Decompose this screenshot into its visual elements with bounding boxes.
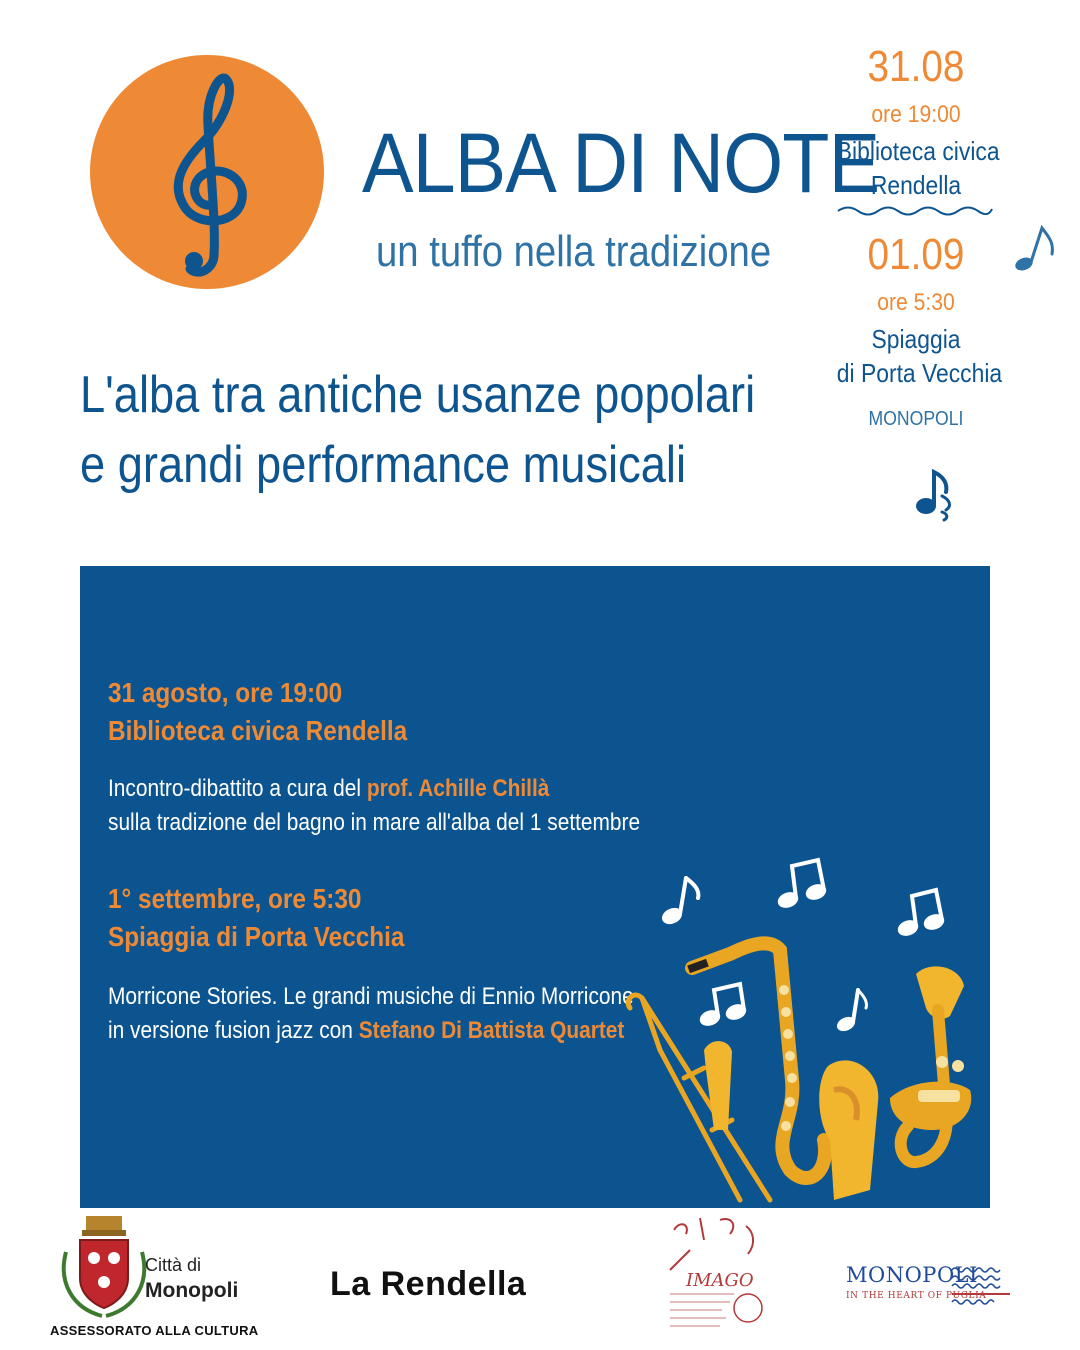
trumpet-icon: [890, 966, 971, 1162]
event-1-place: Biblioteca civica Rendella: [108, 715, 408, 746]
place-1-line-2: Rendella: [870, 170, 962, 200]
citta-di-label: Città di: [145, 1255, 202, 1275]
trombone-bell-icon: [704, 1041, 732, 1130]
date-2: 01.09: [867, 230, 965, 279]
assessorato-label: ASSESSORATO ALLA CULTURA: [50, 1323, 259, 1338]
tagline-line-1: L'alba tra antiche usanze popolari: [80, 366, 756, 424]
event-1-description-line-1: [108, 772, 549, 806]
place-2-line-2: di Porta Vecchia: [836, 358, 1003, 388]
place-1-line-1: Biblioteca civica: [836, 136, 1000, 166]
jazz-instruments-illustration: [620, 840, 990, 1208]
la-rendella-logo: La Rendella: [330, 1265, 527, 1303]
event-2-description-line-1: Morricone Stories. Le grandi musiche di Ennio Morricone: [108, 983, 634, 1010]
event-1-speaker: prof. Achille Chillà: [366, 775, 550, 802]
music-notes-icon: [912, 466, 958, 522]
time-2: ore 5:30: [877, 289, 955, 316]
music-note-icon: [1012, 222, 1058, 274]
monopoli-brand-label: MONOPOLI: [846, 1263, 978, 1287]
date-1: 31.08: [867, 42, 965, 91]
monopoli-label: Monopoli: [145, 1279, 239, 1302]
city-label: MONOPOLI: [868, 408, 964, 430]
horn-icon: [819, 1060, 878, 1200]
place-2: [836, 322, 1003, 390]
treble-clef-icon: [90, 55, 324, 289]
event-2-performer: Stefano Di Battista Quartet: [358, 1017, 625, 1044]
wave-divider: [836, 204, 994, 218]
event-2-text: in versione fusion jazz con: [108, 1017, 359, 1044]
trombone-icon: [628, 995, 770, 1200]
white-music-notes-icon: [660, 860, 946, 1033]
place-2-line-1: Spiaggia: [871, 324, 961, 354]
tagline: [80, 360, 756, 500]
page-subtitle: un tuffo nella tradizione: [376, 227, 772, 276]
event-1-date: 31 agosto, ore 19:00: [108, 677, 343, 708]
tagline-line-2: e grandi performance musicali: [80, 436, 686, 494]
monopoli-waves-icon: [950, 1264, 1020, 1308]
monopoli-brand-subtitle: IN THE HEART OF PUGLIA: [846, 1291, 987, 1301]
time-1: ore 19:00: [871, 101, 961, 128]
event-2-date: 1° settembre, ore 5:30: [108, 883, 362, 914]
event-2-description-line-2: [108, 1014, 624, 1048]
place-1: [836, 134, 1000, 202]
event-2-place: Spiaggia di Porta Vecchia: [108, 921, 405, 952]
event-1-description-line-2: sulla tradizione del bagno in mare all'alba del 1 settembre: [108, 809, 641, 836]
imago-label: IMAGO: [686, 1270, 754, 1291]
event-1-text: Incontro-dibattito a cura del: [108, 775, 367, 802]
page-title: ALBA DI NOTE: [362, 116, 880, 210]
